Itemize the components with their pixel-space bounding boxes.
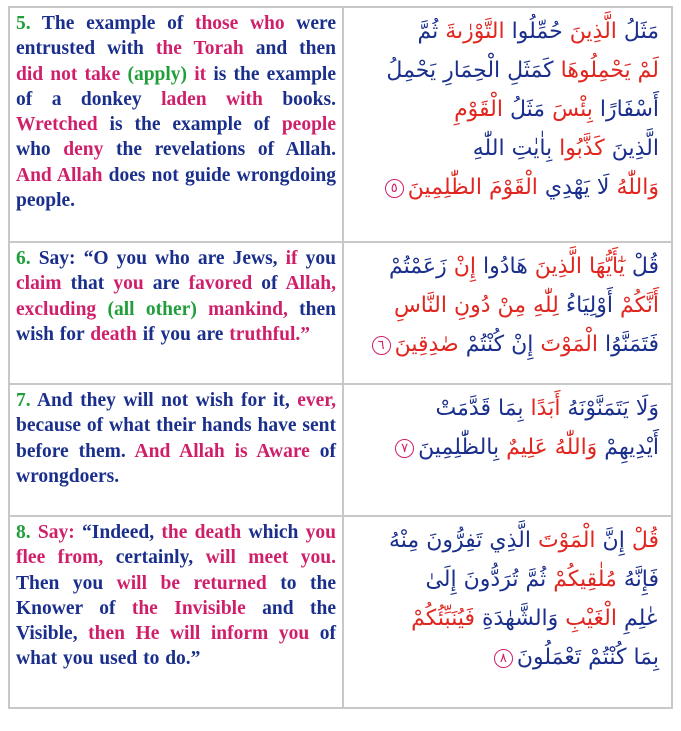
arabic-segment: وَاللّٰهُ عَلِيمٌ <box>506 435 598 460</box>
english-translation <box>10 243 344 383</box>
arabic-segment: كَذَّبُوا <box>559 136 605 161</box>
arabic-segment: يٰٓأَيُّهَا الَّذِينَ <box>534 254 625 279</box>
arabic-segment: إِنْ <box>453 254 476 279</box>
arabic-line <box>352 286 659 325</box>
arabic-segment: حُمِّلُوا <box>504 19 570 44</box>
arabic-segment: إِنَّ <box>595 528 625 553</box>
arabic-segment: الَّذِينَ <box>604 136 659 161</box>
translation-segment: are <box>143 273 189 295</box>
arabic-segment: صٰدِقِينَ <box>394 332 459 357</box>
translation-segment: is the example of <box>97 114 282 136</box>
translation-segment: you <box>297 248 336 269</box>
arabic-segment: بِاٰيٰتِ اللّٰهِ <box>472 136 560 161</box>
arabic-segment: مَثَلُ <box>616 19 659 44</box>
arabic-segment: الْقَوْمَ الظّٰلِمِينَ <box>407 175 538 200</box>
arabic-segment: عٰلِمِ <box>616 606 659 631</box>
arabic-line <box>352 247 659 286</box>
translation-segment: is the example of a donkey <box>16 63 336 110</box>
verse-number: 8. <box>16 522 31 543</box>
translation-segment: the revelations of Allah. <box>103 139 336 161</box>
translation-segment: the Invisible <box>131 597 246 619</box>
translation-segment: And Allah is Aware <box>134 440 310 462</box>
translation-segment: of wrongdoers. <box>16 440 336 487</box>
translation-segment <box>31 522 38 543</box>
arabic-segment: الْغَيْبِ <box>565 606 617 631</box>
translation-segment: will meet you. <box>205 547 336 569</box>
arabic-segment: الْمَوْتَ <box>540 332 599 357</box>
arabic-line <box>352 428 659 467</box>
arabic-segment: لِلّٰهِ مِنْ دُونِ النَّاسِ <box>393 293 559 318</box>
translation-segment <box>96 299 107 320</box>
arabic-text <box>344 243 671 383</box>
verse-table <box>8 6 673 709</box>
arabic-segment: الْقَوْمِ <box>454 97 503 122</box>
arabic-segment: لَمْ يَحْمِلُوهَا <box>560 58 659 83</box>
arabic-segment: ثُمَّ تُرَدُّونَ إِلَىٰ <box>425 567 554 592</box>
arabic-segment: بِالظّٰلِمِينَ <box>418 435 507 460</box>
arabic-line <box>352 168 659 207</box>
translation-segment: the death <box>161 522 242 543</box>
translation-segment: then He will inform you <box>88 623 310 645</box>
translation-segment: certainly, <box>103 547 206 569</box>
english-translation <box>10 8 344 241</box>
translation-segment: which <box>241 522 306 543</box>
translation-segment: claim <box>16 273 62 295</box>
arabic-text <box>344 8 671 241</box>
translation-segment: if <box>285 248 298 269</box>
arabic-segment: التَّوْرٰىةَ <box>445 19 505 44</box>
arabic-line <box>352 12 659 51</box>
arabic-line <box>352 129 659 168</box>
arabic-segment: إِنْ كُنْتُمْ <box>458 332 541 357</box>
arabic-segment: كَمَثَلِ الْحِمَارِ يَحْمِلُ <box>386 58 561 83</box>
translation-segment: to the Knower of <box>16 572 336 619</box>
verse-end-marker: ٥ <box>385 179 404 198</box>
translation-segment: if you are <box>136 323 230 345</box>
verse-row-8 <box>10 517 671 707</box>
translation-segment: Wretched <box>16 114 98 136</box>
translation-segment: did not take <box>16 63 121 85</box>
arabic-segment: الَّذِينَ <box>569 19 617 44</box>
translation-segment: The example of <box>30 13 195 34</box>
verse-number: 5. <box>16 13 31 34</box>
verse-row-5 <box>10 8 671 243</box>
translation-segment: laden with <box>161 88 263 110</box>
translation-segment: Say: <box>37 522 75 543</box>
arabic-segment: أَبَدًا <box>530 396 561 421</box>
arabic-line <box>352 389 659 428</box>
translation-segment: were entrusted with <box>16 13 336 60</box>
translation-segment <box>197 299 208 320</box>
translation-segment: deny <box>63 139 104 161</box>
translation-segment: (apply) <box>127 63 188 85</box>
translation-segment: and then <box>243 38 337 60</box>
translation-segment: And Allah <box>16 164 103 186</box>
translation-segment: those who <box>194 13 285 34</box>
translation-segment: excluding <box>16 298 97 320</box>
translation-segment: death <box>90 323 137 345</box>
verse-row-7 <box>10 385 671 517</box>
english-translation <box>10 517 344 707</box>
arabic-segment: ثُمَّ <box>417 19 446 44</box>
arabic-segment: زَعَمْتُمْ <box>388 254 454 279</box>
verse-end-marker: ٨ <box>494 649 513 668</box>
arabic-text <box>344 385 671 515</box>
verse-end-marker: ٦ <box>372 336 391 355</box>
translation-segment: people <box>281 114 336 136</box>
translation-segment: Allah, <box>285 273 336 295</box>
translation-segment: the Torah <box>155 38 244 60</box>
arabic-line <box>352 521 659 560</box>
arabic-segment: قُلْ <box>624 254 659 279</box>
arabic-segment: فَيُنَبِّئُكُمْ <box>411 606 475 631</box>
translation-segment: Say: “O you who are Jews, <box>30 248 286 269</box>
translation-segment: truthful.” <box>229 323 311 345</box>
arabic-segment: أَنَّكُمْ <box>619 293 659 318</box>
arabic-segment: الْمَوْتَ <box>537 528 596 553</box>
arabic-segment: وَالشَّهٰدَةِ <box>475 606 566 631</box>
arabic-line <box>352 599 659 638</box>
translation-segment: because of what their hands have sent before them. <box>16 415 336 462</box>
translation-segment: will be returned <box>116 572 267 594</box>
translation-segment: books. <box>262 88 336 110</box>
arabic-segment: هَادُوا <box>475 254 535 279</box>
translation-segment: you <box>113 273 144 295</box>
translation-segment: favored <box>188 273 253 295</box>
arabic-segment: مُلٰقِيكُمْ <box>553 567 617 592</box>
translation-segment: of what you used to do.” <box>16 623 337 670</box>
translation-segment: “Indeed, <box>74 522 162 543</box>
arabic-line <box>352 560 659 599</box>
arabic-segment: أَسْفَارًا <box>592 97 659 122</box>
arabic-segment: أَوْلِيَاءُ <box>558 293 620 318</box>
english-translation <box>10 385 344 515</box>
translation-segment: of <box>252 273 286 295</box>
verse-row-6 <box>10 243 671 385</box>
arabic-segment: أَيْدِيهِمْ <box>597 435 659 460</box>
translation-segment: does not guide wrongdoing people. <box>16 164 336 212</box>
translation-segment: it <box>194 63 207 85</box>
translation-segment: you flee from, <box>16 522 336 569</box>
translation-segment: then wish for <box>16 298 336 345</box>
arabic-segment: الَّذِي تَفِرُّونَ مِنْهُ <box>388 528 538 553</box>
translation-segment: who <box>16 139 64 161</box>
arabic-text <box>344 517 671 707</box>
translation-segment: Then you <box>16 572 117 594</box>
arabic-segment: وَاللّٰهُ <box>609 175 659 200</box>
arabic-segment: لَا يَهْدِي <box>537 175 610 200</box>
arabic-segment: وَلَا يَتَمَنَّوْنَهُ <box>560 396 659 421</box>
arabic-line <box>352 638 659 677</box>
arabic-segment: بِمَا كُنْتُمْ تَعْمَلُونَ <box>516 645 659 670</box>
arabic-segment: فَتَمَنَّوُا <box>598 332 659 357</box>
translation-segment: ever, <box>297 390 336 411</box>
verse-number: 6. <box>16 248 31 269</box>
verse-number: 7. <box>16 390 31 411</box>
arabic-segment: مَثَلُ <box>503 97 553 122</box>
verse-end-marker: ٧ <box>395 439 414 458</box>
translation-segment: And they will not wish for it, <box>30 390 298 411</box>
arabic-segment: بِمَا قَدَّمَتْ <box>435 396 531 421</box>
arabic-segment: فَإِنَّهُ <box>616 567 659 592</box>
translation-segment: (all other) <box>107 298 197 320</box>
arabic-line <box>352 90 659 129</box>
arabic-line <box>352 51 659 90</box>
translation-segment: that <box>61 273 114 295</box>
arabic-line <box>352 325 659 364</box>
translation-segment: and the Visible, <box>16 597 336 645</box>
arabic-segment: بِئْسَ <box>552 97 593 122</box>
arabic-segment: قُلْ <box>624 528 659 553</box>
translation-segment: mankind, <box>208 298 288 320</box>
